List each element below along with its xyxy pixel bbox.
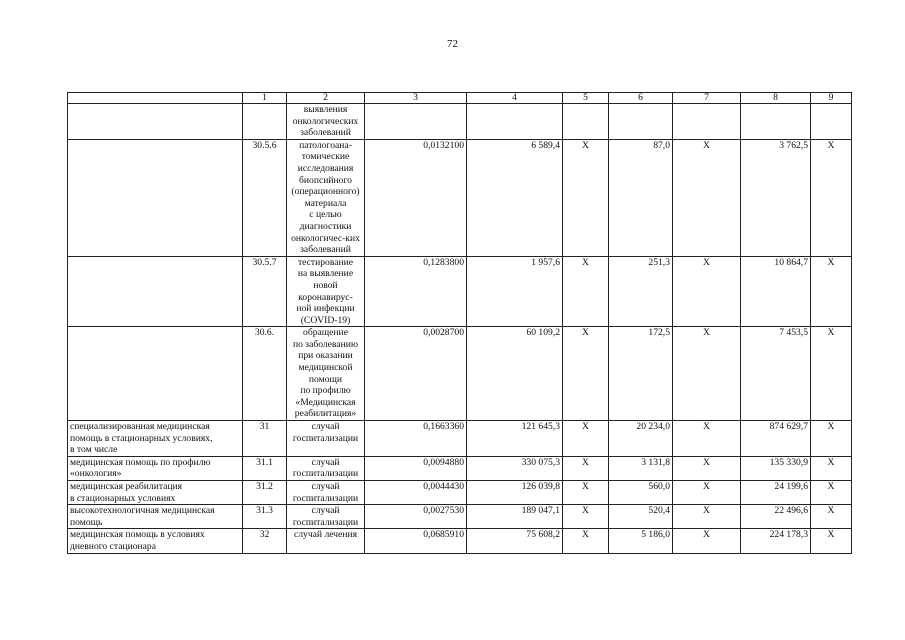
name-cell [68,327,243,421]
table-row [68,421,852,457]
name-cell [68,529,243,553]
col8-cell: 224 178,3 [741,529,811,553]
code-cell: 30.5.6 [243,139,287,256]
col5-cell: Х [563,529,609,553]
cell-line: по заболеванию [292,338,359,350]
code-cell: 32 [243,529,287,553]
col6-cell: 3 131,8 [609,456,673,480]
column-header-1: 1 [243,93,287,104]
col9-cell: Х [811,481,852,505]
col8-cell: 24 199,6 [741,481,811,505]
code-cell: 31.2 [243,481,287,505]
name-cell [68,481,243,505]
rate-cell [365,104,467,140]
col5-cell: Х [563,139,609,256]
rate-cell: 0,1283800 [365,256,467,327]
column-header-6: 6 [609,93,673,104]
cell-line: в стационарных условиях [70,492,176,504]
table-row [68,481,852,505]
col6-cell: 172,5 [609,327,673,421]
tariff-table [67,92,852,554]
col5-cell: Х [563,421,609,457]
cell-line: госпитализации [292,492,359,504]
column-header-4: 4 [467,93,563,104]
column-header-9: 9 [811,93,852,104]
table-row [68,456,852,480]
col8-cell: 22 496,6 [741,505,811,529]
cell-line: медицинской [298,362,353,374]
unit-cell [287,256,365,327]
cell-line: заболеваний [300,127,351,139]
col8-cell: 7 453,5 [741,327,811,421]
code-cell: 31.3 [243,505,287,529]
col9-cell: Х [811,529,852,553]
cell-line: случай [311,421,340,433]
name-cell [68,505,243,529]
cell-line: госпитализации [292,516,359,528]
column-header-5: 5 [563,93,609,104]
col7-cell: Х [673,529,741,553]
cost-cell [467,104,563,140]
cost-cell: 1 957,6 [467,256,563,327]
cell-line: при оказании [298,350,353,362]
col7-cell: Х [673,139,741,256]
cell-line: (COVID-19) [300,314,351,326]
cell-line: медицинская помощь по профилю [70,456,211,468]
unit-cell [287,529,365,553]
col7-cell [673,104,741,140]
cell-line: тестирование [297,256,354,268]
cell-line: (операционного) [291,186,360,198]
cell-line: томические [301,151,350,163]
cell-line: случай [311,456,340,468]
col6-cell: 560,0 [609,481,673,505]
rate-cell: 0,0685910 [365,529,467,553]
cell-line: по профилю [300,385,351,397]
cell-line: на выявление [297,268,354,280]
column-header-8: 8 [741,93,811,104]
cell-line: материала [304,197,347,209]
cell-line: медицинская реабилитация [70,481,183,492]
col9-cell: Х [811,256,852,327]
cell-line: случай [311,505,340,517]
col9-cell: Х [811,505,852,529]
name-cell [68,139,243,256]
cell-line: диагностики [299,220,352,232]
cell-line: биопсийного [299,174,352,186]
col9-cell [811,104,852,140]
col8-cell [741,104,811,140]
col6-cell: 251,3 [609,256,673,327]
name-cell [68,104,243,140]
cell-line: с целью [309,209,342,221]
unit-cell [287,456,365,480]
cost-cell: 189 047,1 [467,505,563,529]
cost-cell: 60 109,2 [467,327,563,421]
cost-cell: 121 645,3 [467,421,563,457]
col7-cell: Х [673,505,741,529]
col6-cell: 520,4 [609,505,673,529]
code-cell: 31.1 [243,456,287,480]
cell-line: реабилитация» [294,408,357,420]
name-cell [68,256,243,327]
col7-cell: Х [673,456,741,480]
cell-line: помощи [308,373,343,385]
col6-cell: 20 234,0 [609,421,673,457]
col9-cell: Х [811,327,852,421]
col5-cell: Х [563,327,609,421]
cell-line: выявления [303,104,348,115]
col7-cell: Х [673,327,741,421]
table-row [68,529,852,553]
table-row [68,327,852,421]
cell-line: специализированная медицинская [70,421,210,433]
col9-cell: Х [811,456,852,480]
unit-cell [287,505,365,529]
cell-line: случай [311,481,340,492]
cost-cell: 6 589,4 [467,139,563,256]
cell-line: онкологичес-ких [291,232,360,244]
col8-cell: 135 330,9 [741,456,811,480]
col7-cell: Х [673,481,741,505]
column-header-0 [68,93,243,104]
name-cell [68,456,243,480]
cell-line: помощь [70,516,103,528]
rate-cell: 0,0028700 [365,327,467,421]
column-header-row [68,93,852,104]
cell-line: ной инфекции [296,303,355,315]
cell-line: госпитализации [292,468,359,480]
unit-cell [287,421,365,457]
cell-line: обращение [303,327,348,339]
rate-cell: 0,0027530 [365,505,467,529]
col5-cell [563,104,609,140]
column-header-3: 3 [365,93,467,104]
table-body [68,93,852,554]
col5-cell: Х [563,481,609,505]
col6-cell [609,104,673,140]
unit-cell [287,481,365,505]
cell-line: «Медицинская [295,396,356,408]
rate-cell: 0,0044430 [365,481,467,505]
cell-line: «онкология» [70,468,122,480]
col6-cell: 87,0 [609,139,673,256]
cell-line: случай лечения [293,529,358,541]
cost-cell: 75 608,2 [467,529,563,553]
cell-line: исследования [297,162,354,174]
page-number: 72 [447,38,458,50]
cell-line: коронавирус- [298,291,353,303]
col7-cell: Х [673,421,741,457]
cell-line: помощь в стационарных условиях, [70,432,213,444]
code-cell [243,104,287,140]
cell-line: заболеваний [300,244,351,256]
rate-cell: 0,1663360 [365,421,467,457]
unit-cell [287,139,365,256]
col5-cell: Х [563,505,609,529]
table-row [68,505,852,529]
col5-cell: Х [563,456,609,480]
col9-cell: Х [811,139,852,256]
rate-cell: 0,0094880 [365,456,467,480]
cell-line: онкологических [292,115,359,127]
col8-cell: 874 629,7 [741,421,811,457]
cell-line: новой [313,279,338,291]
code-cell: 31 [243,421,287,457]
cell-line: в том числе [70,444,118,456]
unit-cell [287,104,365,140]
col7-cell: Х [673,256,741,327]
cell-line: патологоана- [299,139,352,151]
name-cell [68,421,243,457]
col5-cell: Х [563,256,609,327]
code-cell: 30.6. [243,327,287,421]
cell-line: высокотехнологичная медицинская [70,505,215,517]
col8-cell: 3 762,5 [741,139,811,256]
rate-cell: 0,0132100 [365,139,467,256]
col8-cell: 10 864,7 [741,256,811,327]
code-cell: 30.5.7 [243,256,287,327]
cell-line: госпитализации [292,432,359,444]
column-header-7: 7 [673,93,741,104]
column-header-2: 2 [287,93,365,104]
cell-line: дневного стационара [70,540,156,552]
table-row [68,139,852,256]
unit-cell [287,327,365,421]
table-row [68,104,852,140]
cost-cell: 126 039,8 [467,481,563,505]
col6-cell: 5 186,0 [609,529,673,553]
col9-cell: Х [811,421,852,457]
cell-line: медицинская помощь в условиях [70,529,205,541]
table-row [68,256,852,327]
cost-cell: 330 075,3 [467,456,563,480]
